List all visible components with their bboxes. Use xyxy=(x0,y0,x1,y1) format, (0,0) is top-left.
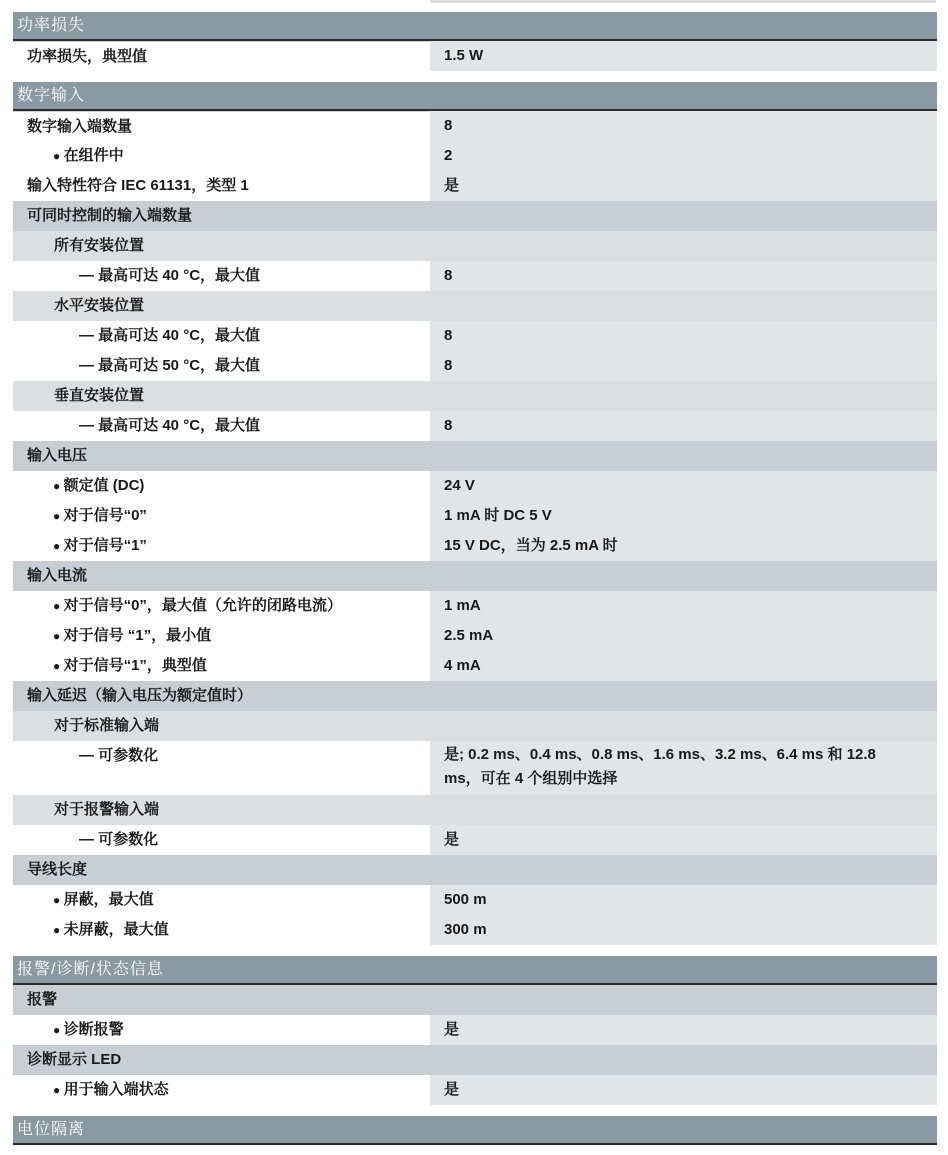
section-header xyxy=(13,956,937,985)
spec-label-text: ● 对于信号 “1”，最小值 xyxy=(53,627,211,644)
spec-label-text: — 可参数化 xyxy=(79,747,158,764)
spec-label-text: 输入特性符合 IEC 61131，类型 1 xyxy=(27,177,249,194)
group-label: 导线长度 xyxy=(27,861,88,878)
spec-value: 是; 0.2 ms、0.4 ms、0.8 ms、1.6 ms、3.2 ms、6.4 ms 和 12.8 ms，可在 4 个组别中选择 xyxy=(430,741,937,795)
spec-row xyxy=(13,171,937,201)
spec-value: 8 xyxy=(430,411,937,441)
spec-row xyxy=(13,111,937,141)
spec-label xyxy=(13,1015,430,1040)
spec-row xyxy=(13,651,937,681)
spec-row xyxy=(13,471,937,501)
spec-value: 是 xyxy=(430,1075,937,1105)
spec-label xyxy=(13,351,430,376)
spec-value: 15 V DC，当为 2.5 mA 时 xyxy=(430,531,937,561)
spec-row xyxy=(13,621,937,651)
spec-sheet xyxy=(13,12,937,1145)
spec-row xyxy=(13,411,937,441)
section-title: 功率损失 xyxy=(17,16,86,34)
group-label: 报警 xyxy=(27,991,58,1008)
subgroup-label: 对于报警输入端 xyxy=(54,801,160,818)
section-header xyxy=(13,82,937,111)
spec-label xyxy=(13,621,430,646)
spec-label xyxy=(13,591,430,616)
group-header xyxy=(13,441,937,471)
spec-label-text: ● 在组件中 xyxy=(53,147,124,164)
group-header xyxy=(13,561,937,591)
group-header xyxy=(13,201,937,231)
spec-label xyxy=(13,261,430,286)
spec-label xyxy=(13,501,430,526)
subgroup-header xyxy=(13,795,937,825)
spec-value: 8 xyxy=(430,321,937,351)
spec-row xyxy=(13,741,937,795)
spec-row xyxy=(13,41,937,71)
spec-row xyxy=(13,1075,937,1105)
subgroup-label: 对于标准输入端 xyxy=(54,717,160,734)
spec-value: 2.5 mA xyxy=(430,621,937,651)
spec-value: 24 V xyxy=(430,471,937,501)
spec-label-text: — 最高可达 40 °C，最大值 xyxy=(79,417,260,434)
spec-label-text: — 最高可达 50 °C，最大值 xyxy=(79,357,260,374)
spec-label-text: — 最高可达 40 °C，最大值 xyxy=(79,327,260,344)
spec-row xyxy=(13,261,937,291)
spec-row xyxy=(13,825,937,855)
spec-value: 是 xyxy=(430,171,937,201)
spec-label xyxy=(13,411,430,436)
spec-value: 4 mA xyxy=(430,651,937,681)
group-header xyxy=(13,855,937,885)
section-gap xyxy=(13,1105,937,1116)
subgroup-header xyxy=(13,231,937,261)
section-title: 电位隔离 xyxy=(17,1120,86,1138)
subgroup-header xyxy=(13,291,937,321)
spec-label-text: ● 对于信号“0” xyxy=(53,507,147,524)
spec-row xyxy=(13,531,937,561)
group-label: 输入电流 xyxy=(27,567,88,584)
section-gap xyxy=(13,945,937,956)
spec-value: 300 m xyxy=(430,915,937,945)
subgroup-header xyxy=(13,711,937,741)
spec-label-text: 数字输入端数量 xyxy=(27,118,133,135)
spec-label-text: ● 诊断报警 xyxy=(53,1021,124,1038)
spec-label xyxy=(13,825,430,850)
spec-label-text: ● 对于信号“1”，典型值 xyxy=(53,657,207,674)
spec-label xyxy=(13,141,430,166)
spec-label xyxy=(13,171,430,196)
spec-value: 是 xyxy=(430,825,937,855)
group-label: 可同时控制的输入端数量 xyxy=(27,207,193,224)
spec-label xyxy=(13,915,430,940)
spec-row xyxy=(13,351,937,381)
spec-label-text: — 可参数化 xyxy=(79,831,158,848)
subgroup-label: 所有安装位置 xyxy=(54,237,145,254)
spec-value: 8 xyxy=(430,351,937,381)
top-divider xyxy=(430,0,936,3)
spec-label-text: ● 用于输入端状态 xyxy=(53,1081,169,1098)
spec-value: 2 xyxy=(430,141,937,171)
spec-value: 是 xyxy=(430,1015,937,1045)
section-title: 数字输入 xyxy=(17,86,86,104)
section-gap xyxy=(13,71,937,82)
subgroup-label: 水平安装位置 xyxy=(54,297,145,314)
spec-label xyxy=(13,111,430,137)
subgroup-header xyxy=(13,381,937,411)
group-label: 输入延迟（输入电压为额定值时） xyxy=(27,687,253,704)
spec-label-text: ● 额定值 (DC) xyxy=(53,477,144,494)
spec-row xyxy=(13,885,937,915)
group-label: 诊断显示 LED xyxy=(27,1051,122,1068)
spec-label-text: ● 对于信号“1” xyxy=(53,537,147,554)
spec-label xyxy=(13,41,430,67)
spec-value: 8 xyxy=(430,111,937,141)
spec-label xyxy=(13,741,430,766)
group-header xyxy=(13,985,937,1015)
spec-label xyxy=(13,531,430,556)
spec-value: 8 xyxy=(430,261,937,291)
spec-value: 1 mA xyxy=(430,591,937,621)
spec-value: 1 mA 时 DC 5 V xyxy=(430,501,937,531)
subgroup-label: 垂直安装位置 xyxy=(54,387,145,404)
spec-value: 1.5 W xyxy=(430,41,937,71)
section-title: 报警/诊断/状态信息 xyxy=(17,960,164,978)
spec-label-text: — 最高可达 40 °C，最大值 xyxy=(79,267,260,284)
spec-value: 500 m xyxy=(430,885,937,915)
section-header xyxy=(13,1116,937,1145)
spec-label-text: 功率损失，典型值 xyxy=(27,48,148,65)
spec-label-text: ● 对于信号“0”，最大值（允许的闭路电流） xyxy=(53,597,342,614)
group-header xyxy=(13,1045,937,1075)
spec-row xyxy=(13,591,937,621)
spec-row xyxy=(13,1015,937,1045)
spec-row xyxy=(13,501,937,531)
spec-label xyxy=(13,885,430,910)
spec-row xyxy=(13,321,937,351)
spec-label xyxy=(13,321,430,346)
section-header xyxy=(13,12,937,41)
spec-row xyxy=(13,141,937,171)
group-label: 输入电压 xyxy=(27,447,88,464)
group-header xyxy=(13,681,937,711)
spec-label-text: ● 屏蔽，最大值 xyxy=(53,891,154,908)
spec-label xyxy=(13,651,430,676)
spec-row xyxy=(13,915,937,945)
spec-label xyxy=(13,1075,430,1100)
spec-label xyxy=(13,471,430,496)
spec-label-text: ● 未屏蔽，最大值 xyxy=(53,921,169,938)
